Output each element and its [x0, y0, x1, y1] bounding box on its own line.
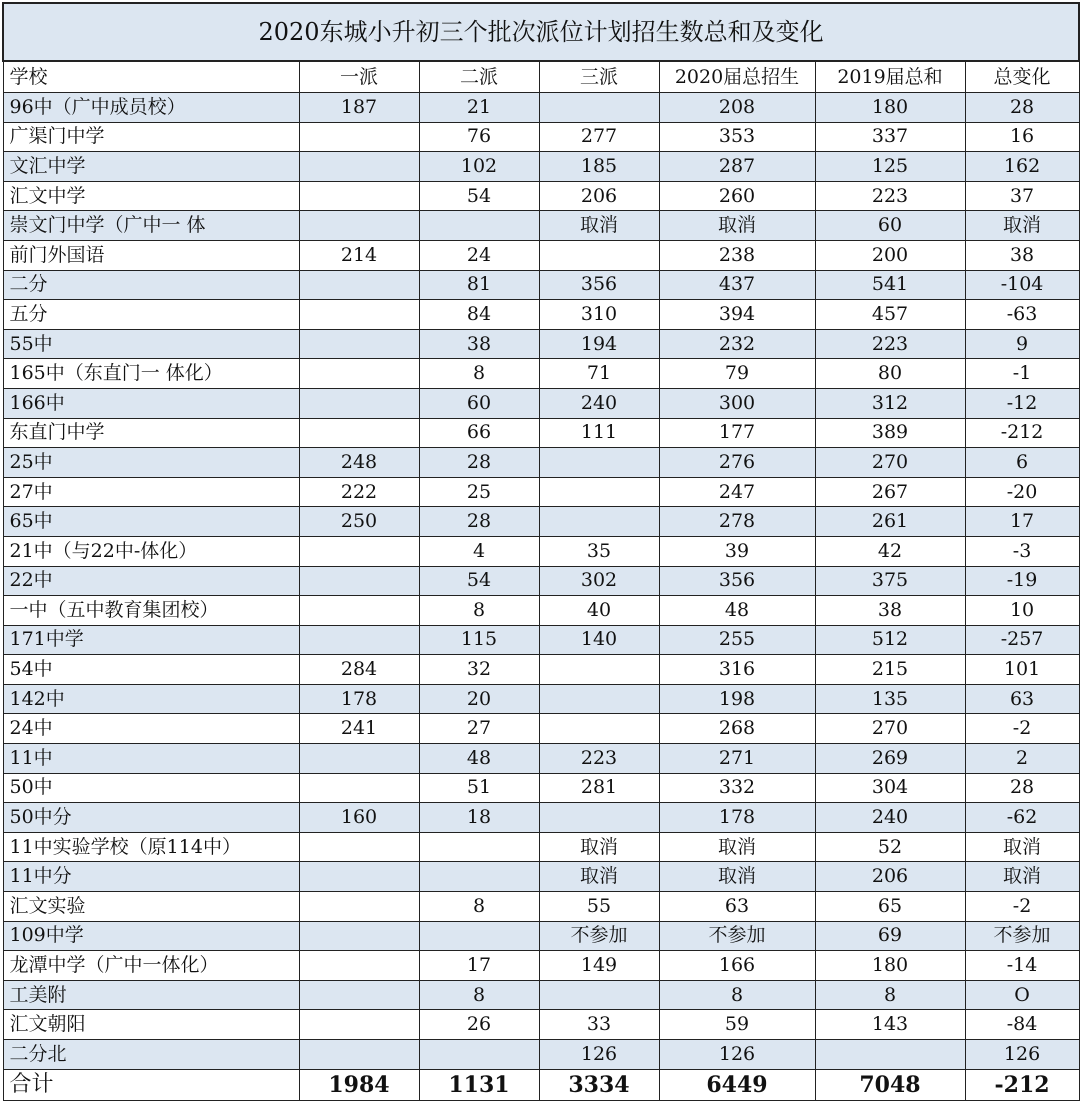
- table-row: [3, 152, 1079, 182]
- batch2-cell: 38: [419, 329, 539, 359]
- batch1-cell: [299, 1010, 419, 1040]
- batch1-cell: 178: [299, 684, 419, 714]
- total-2020-cell: 232: [659, 329, 815, 359]
- table-row: [3, 329, 1079, 359]
- total-2019-cell: 457: [815, 300, 965, 330]
- table-row: [3, 211, 1079, 241]
- school-cell: 21中（与22中-体化）: [3, 536, 299, 566]
- total-2020-cell: 287: [659, 152, 815, 182]
- change-cell: 取消: [965, 211, 1079, 241]
- school-cell: 文汇中学: [3, 152, 299, 182]
- change-cell: -212: [965, 418, 1079, 448]
- school-cell: 96中（广中成员校）: [3, 93, 299, 123]
- total-2019-cell: 267: [815, 477, 965, 507]
- school-cell: 一中（五中教育集团校）: [3, 596, 299, 626]
- batch3-cell: [539, 240, 659, 270]
- batch2-cell: 115: [419, 625, 539, 655]
- table-row: [3, 388, 1079, 418]
- batch1-cell: [299, 388, 419, 418]
- total-2019-cell: 215: [815, 655, 965, 685]
- change-cell: 16: [965, 122, 1079, 152]
- school-cell: 24中: [3, 714, 299, 744]
- total-2020-cell: 260: [659, 181, 815, 211]
- table-row: [3, 240, 1079, 270]
- school-cell: 25中: [3, 448, 299, 478]
- school-cell: 龙潭中学（广中一体化）: [3, 951, 299, 981]
- batch3-cell: [539, 93, 659, 123]
- batch1-cell: [299, 270, 419, 300]
- change-cell: 6: [965, 448, 1079, 478]
- batch2-cell: 60: [419, 388, 539, 418]
- school-cell: 11中: [3, 744, 299, 774]
- col-header-batch1: 一派: [299, 61, 419, 93]
- change-cell: -62: [965, 803, 1079, 833]
- change-cell: 38: [965, 240, 1079, 270]
- batch1-cell: [299, 211, 419, 241]
- col-header-2020-total: 2020届总招生: [659, 61, 815, 93]
- change-cell: O: [965, 980, 1079, 1010]
- total-2019-cell: 180: [815, 93, 965, 123]
- table-row: [3, 625, 1079, 655]
- school-cell: 工美附: [3, 980, 299, 1010]
- school-cell: 二分: [3, 270, 299, 300]
- change-cell: 101: [965, 655, 1079, 685]
- total-change-cell: -212: [965, 1069, 1079, 1100]
- total-2020-cell: 39: [659, 536, 815, 566]
- table-row: [3, 1010, 1079, 1040]
- table-row: [3, 1040, 1079, 1070]
- total-2020-cell: 247: [659, 477, 815, 507]
- change-cell: 不参加: [965, 921, 1079, 951]
- total-total-2019-cell: 7048: [815, 1069, 965, 1100]
- batch3-cell: 302: [539, 566, 659, 596]
- total-2019-cell: 223: [815, 329, 965, 359]
- batch1-cell: [299, 625, 419, 655]
- total-2019-cell: 304: [815, 773, 965, 803]
- total-2020-cell: 278: [659, 507, 815, 537]
- total-2020-cell: 取消: [659, 211, 815, 241]
- batch3-cell: 140: [539, 625, 659, 655]
- batch3-cell: 不参加: [539, 921, 659, 951]
- batch1-cell: [299, 152, 419, 182]
- total-2019-cell: 223: [815, 181, 965, 211]
- school-cell: 165中（东直门一 体化）: [3, 359, 299, 389]
- batch1-cell: [299, 329, 419, 359]
- school-cell: 166中: [3, 388, 299, 418]
- header-row: [3, 61, 1079, 93]
- batch2-cell: 8: [419, 892, 539, 922]
- batch1-cell: [299, 832, 419, 862]
- batch3-cell: 185: [539, 152, 659, 182]
- total-2020-cell: 208: [659, 93, 815, 123]
- total-2019-cell: 269: [815, 744, 965, 774]
- total-2019-cell: 312: [815, 388, 965, 418]
- batch3-cell: 356: [539, 270, 659, 300]
- batch1-cell: 248: [299, 448, 419, 478]
- batch3-cell: 194: [539, 329, 659, 359]
- change-cell: 37: [965, 181, 1079, 211]
- change-cell: 2: [965, 744, 1079, 774]
- batch3-cell: 277: [539, 122, 659, 152]
- total-2019-cell: 261: [815, 507, 965, 537]
- school-cell: 65中: [3, 507, 299, 537]
- table-row: [3, 684, 1079, 714]
- total-batch2-cell: 1131: [419, 1069, 539, 1100]
- table-row: [3, 566, 1079, 596]
- total-2020-cell: 不参加: [659, 921, 815, 951]
- batch3-cell: [539, 803, 659, 833]
- total-2020-cell: 8: [659, 980, 815, 1010]
- total-2019-cell: 8: [815, 980, 965, 1010]
- total-2020-cell: 276: [659, 448, 815, 478]
- school-cell: 109中学: [3, 921, 299, 951]
- batch1-cell: 160: [299, 803, 419, 833]
- batch2-cell: 48: [419, 744, 539, 774]
- total-2020-cell: 取消: [659, 832, 815, 862]
- batch2-cell: 4: [419, 536, 539, 566]
- batch2-cell: [419, 832, 539, 862]
- batch1-cell: [299, 892, 419, 922]
- table-row: [3, 832, 1079, 862]
- total-2019-cell: 65: [815, 892, 965, 922]
- table-row: [3, 803, 1079, 833]
- table-row: [3, 507, 1079, 537]
- batch1-cell: [299, 773, 419, 803]
- total-2020-cell: 271: [659, 744, 815, 774]
- total-label: 合计: [3, 1069, 299, 1100]
- batch2-cell: 102: [419, 152, 539, 182]
- total-2020-cell: 79: [659, 359, 815, 389]
- col-header-batch2: 二派: [419, 61, 539, 93]
- col-header-batch3: 三派: [539, 61, 659, 93]
- change-cell: -19: [965, 566, 1079, 596]
- total-row: [3, 1069, 1079, 1100]
- total-2020-cell: 178: [659, 803, 815, 833]
- total-2019-cell: 38: [815, 596, 965, 626]
- batch1-cell: [299, 596, 419, 626]
- batch1-cell: 214: [299, 240, 419, 270]
- batch2-cell: 84: [419, 300, 539, 330]
- total-2020-cell: 59: [659, 1010, 815, 1040]
- total-2020-cell: 316: [659, 655, 815, 685]
- total-2019-cell: 42: [815, 536, 965, 566]
- batch3-cell: 206: [539, 181, 659, 211]
- change-cell: -104: [965, 270, 1079, 300]
- batch1-cell: [299, 359, 419, 389]
- table-row: [3, 951, 1079, 981]
- change-cell: -14: [965, 951, 1079, 981]
- table-row: [3, 477, 1079, 507]
- batch3-cell: [539, 655, 659, 685]
- total-2019-cell: 125: [815, 152, 965, 182]
- col-header-school: 学校: [3, 61, 299, 93]
- change-cell: -84: [965, 1010, 1079, 1040]
- batch3-cell: 55: [539, 892, 659, 922]
- change-cell: 取消: [965, 832, 1079, 862]
- batch3-cell: 35: [539, 536, 659, 566]
- total-2020-cell: 取消: [659, 862, 815, 892]
- batch1-cell: [299, 744, 419, 774]
- batch3-cell: 取消: [539, 862, 659, 892]
- batch3-cell: 71: [539, 359, 659, 389]
- total-2020-cell: 166: [659, 951, 815, 981]
- batch1-cell: [299, 300, 419, 330]
- change-cell: 10: [965, 596, 1079, 626]
- col-header-2019-total: 2019届总和: [815, 61, 965, 93]
- batch3-cell: [539, 714, 659, 744]
- table-row: [3, 300, 1079, 330]
- batch2-cell: 54: [419, 181, 539, 211]
- batch1-cell: 222: [299, 477, 419, 507]
- batch3-cell: [539, 684, 659, 714]
- batch2-cell: 81: [419, 270, 539, 300]
- change-cell: -2: [965, 714, 1079, 744]
- batch2-cell: 24: [419, 240, 539, 270]
- total-2020-cell: 356: [659, 566, 815, 596]
- school-cell: 广渠门中学: [3, 122, 299, 152]
- batch2-cell: 26: [419, 1010, 539, 1040]
- school-cell: 汇文朝阳: [3, 1010, 299, 1040]
- total-2019-cell: 52: [815, 832, 965, 862]
- batch1-cell: [299, 1040, 419, 1070]
- total-batch1-cell: 1984: [299, 1069, 419, 1100]
- batch2-cell: 28: [419, 448, 539, 478]
- batch1-cell: [299, 566, 419, 596]
- batch3-cell: [539, 507, 659, 537]
- school-cell: 汇文中学: [3, 181, 299, 211]
- batch3-cell: 取消: [539, 211, 659, 241]
- batch2-cell: 76: [419, 122, 539, 152]
- total-2019-cell: 512: [815, 625, 965, 655]
- total-2019-cell: 143: [815, 1010, 965, 1040]
- school-cell: 二分北: [3, 1040, 299, 1070]
- table-row: [3, 536, 1079, 566]
- total-2019-cell: 69: [815, 921, 965, 951]
- batch3-cell: 281: [539, 773, 659, 803]
- school-cell: 50中分: [3, 803, 299, 833]
- batch3-cell: [539, 448, 659, 478]
- school-cell: 汇文实验: [3, 892, 299, 922]
- batch1-cell: [299, 921, 419, 951]
- batch1-cell: [299, 418, 419, 448]
- batch2-cell: 20: [419, 684, 539, 714]
- school-cell: 五分: [3, 300, 299, 330]
- total-2019-cell: 270: [815, 448, 965, 478]
- batch2-cell: 21: [419, 93, 539, 123]
- table-row: [3, 448, 1079, 478]
- change-cell: 126: [965, 1040, 1079, 1070]
- change-cell: 28: [965, 93, 1079, 123]
- batch2-cell: 32: [419, 655, 539, 685]
- col-header-change: 总变化: [965, 61, 1079, 93]
- total-2019-cell: 240: [815, 803, 965, 833]
- change-cell: 63: [965, 684, 1079, 714]
- total-2019-cell: 135: [815, 684, 965, 714]
- table-row: [3, 181, 1079, 211]
- total-2020-cell: 198: [659, 684, 815, 714]
- batch2-cell: 17: [419, 951, 539, 981]
- school-cell: 27中: [3, 477, 299, 507]
- school-cell: 142中: [3, 684, 299, 714]
- batch1-cell: [299, 181, 419, 211]
- table-row: [3, 744, 1079, 774]
- batch2-cell: [419, 1040, 539, 1070]
- batch2-cell: 66: [419, 418, 539, 448]
- total-2020-cell: 332: [659, 773, 815, 803]
- table-row: [3, 93, 1079, 123]
- batch3-cell: 111: [539, 418, 659, 448]
- batch1-cell: [299, 980, 419, 1010]
- table-row: [3, 359, 1079, 389]
- batch3-cell: [539, 980, 659, 1010]
- total-2020-cell: 255: [659, 625, 815, 655]
- total-2020-cell: 63: [659, 892, 815, 922]
- batch1-cell: 241: [299, 714, 419, 744]
- table-title: 2020东城小升初三个批次派位计划招生数总和及变化: [3, 3, 1079, 61]
- school-cell: 171中学: [3, 625, 299, 655]
- batch1-cell: [299, 122, 419, 152]
- change-cell: -257: [965, 625, 1079, 655]
- batch1-cell: 284: [299, 655, 419, 685]
- change-cell: 17: [965, 507, 1079, 537]
- enrollment-table: [2, 2, 1080, 1101]
- batch2-cell: 8: [419, 980, 539, 1010]
- total-2020-cell: 238: [659, 240, 815, 270]
- total-2019-cell: 270: [815, 714, 965, 744]
- total-2019-cell: 389: [815, 418, 965, 448]
- batch3-cell: 40: [539, 596, 659, 626]
- total-2019-cell: [815, 1040, 965, 1070]
- total-2019-cell: 60: [815, 211, 965, 241]
- table-row: [3, 418, 1079, 448]
- school-cell: 11中分: [3, 862, 299, 892]
- change-cell: -63: [965, 300, 1079, 330]
- total-2019-cell: 337: [815, 122, 965, 152]
- batch2-cell: 54: [419, 566, 539, 596]
- change-cell: 取消: [965, 862, 1079, 892]
- table-row: [3, 596, 1079, 626]
- total-2020-cell: 177: [659, 418, 815, 448]
- batch1-cell: [299, 862, 419, 892]
- batch3-cell: 取消: [539, 832, 659, 862]
- school-cell: 11中实验学校（原114中）: [3, 832, 299, 862]
- table-row: [3, 270, 1079, 300]
- change-cell: -1: [965, 359, 1079, 389]
- change-cell: 162: [965, 152, 1079, 182]
- batch3-cell: 310: [539, 300, 659, 330]
- batch1-cell: [299, 536, 419, 566]
- total-2020-cell: 48: [659, 596, 815, 626]
- total-2019-cell: 80: [815, 359, 965, 389]
- batch2-cell: [419, 921, 539, 951]
- total-2020-cell: 268: [659, 714, 815, 744]
- batch2-cell: 18: [419, 803, 539, 833]
- batch3-cell: [539, 477, 659, 507]
- school-cell: 54中: [3, 655, 299, 685]
- table-row: [3, 714, 1079, 744]
- batch3-cell: 240: [539, 388, 659, 418]
- batch2-cell: [419, 862, 539, 892]
- total-batch3-cell: 3334: [539, 1069, 659, 1100]
- table-row: [3, 655, 1079, 685]
- batch3-cell: 223: [539, 744, 659, 774]
- batch2-cell: 27: [419, 714, 539, 744]
- batch1-cell: [299, 951, 419, 981]
- change-cell: 28: [965, 773, 1079, 803]
- school-cell: 崇文门中学（广中一 体: [3, 211, 299, 241]
- total-2019-cell: 206: [815, 862, 965, 892]
- school-cell: 22中: [3, 566, 299, 596]
- change-cell: -20: [965, 477, 1079, 507]
- total-2020-cell: 126: [659, 1040, 815, 1070]
- table-row: [3, 892, 1079, 922]
- table-row: [3, 773, 1079, 803]
- total-2019-cell: 541: [815, 270, 965, 300]
- total-2019-cell: 200: [815, 240, 965, 270]
- school-cell: 55中: [3, 329, 299, 359]
- change-cell: -3: [965, 536, 1079, 566]
- table-row: [3, 921, 1079, 951]
- total-2020-cell: 394: [659, 300, 815, 330]
- table-row: [3, 122, 1079, 152]
- school-cell: 东直门中学: [3, 418, 299, 448]
- batch2-cell: 28: [419, 507, 539, 537]
- total-2019-cell: 180: [815, 951, 965, 981]
- school-cell: 50中: [3, 773, 299, 803]
- batch3-cell: 126: [539, 1040, 659, 1070]
- batch2-cell: 8: [419, 596, 539, 626]
- change-cell: -2: [965, 892, 1079, 922]
- batch1-cell: 250: [299, 507, 419, 537]
- total-2020-cell: 300: [659, 388, 815, 418]
- batch2-cell: 8: [419, 359, 539, 389]
- table-row: [3, 980, 1079, 1010]
- school-cell: 前门外国语: [3, 240, 299, 270]
- batch3-cell: 33: [539, 1010, 659, 1040]
- batch1-cell: 187: [299, 93, 419, 123]
- batch2-cell: 51: [419, 773, 539, 803]
- change-cell: 9: [965, 329, 1079, 359]
- batch2-cell: 25: [419, 477, 539, 507]
- total-2020-cell: 353: [659, 122, 815, 152]
- change-cell: -12: [965, 388, 1079, 418]
- batch3-cell: 149: [539, 951, 659, 981]
- total-2020-cell: 437: [659, 270, 815, 300]
- batch2-cell: [419, 211, 539, 241]
- table-row: [3, 862, 1079, 892]
- total-2019-cell: 375: [815, 566, 965, 596]
- total-total-2020-cell: 6449: [659, 1069, 815, 1100]
